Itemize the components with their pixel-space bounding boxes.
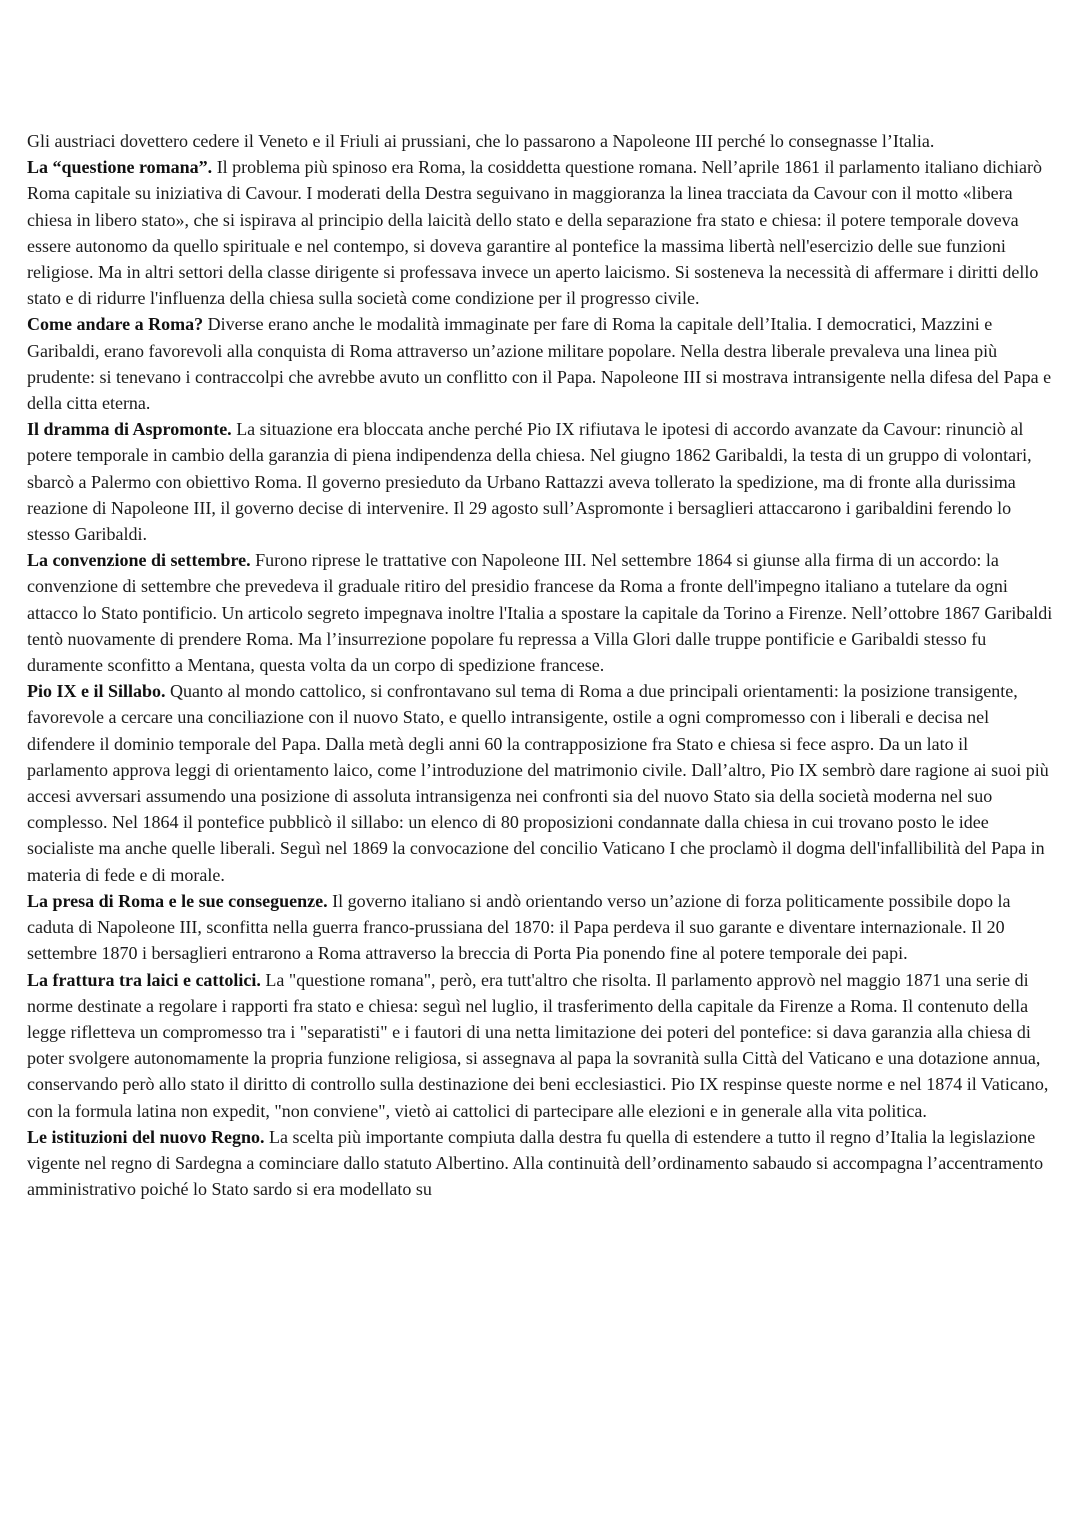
paragraph-come-andare-a-roma (27, 311, 1053, 416)
document-page (27, 128, 1053, 1202)
paragraph-intro (27, 128, 1053, 154)
section-heading: Le istituzioni del nuovo Regno. (27, 1126, 265, 1147)
paragraph-text: La "questione romana", però, era tutt'altro che risolta. Il parlamento approvò nel maggio 1871 una serie di norme destinate a regolare i rapporti fra stato e chiesa: seguì nel luglio, il trasferimento della capitale da Firenze a Roma. Il contenuto della legge rifletteva un compromesso tra i "separatisti" e i fautori di una netta limitazione dei poteri del pontefice: si dava garanzia alla chiesa di poter svolgere autonomamente la propria funzione religiosa, si assegnava al papa la sovranità sulla Città del Vaticano e una dotazione annua, conservando però allo stato il diritto di controllo sulla destinazione dei beni ecclesiastici. Pio IX respinse queste norme e nel 1874 il Vaticano, con la formula latina non expedit, "non conviene", vietò ai cattolici di partecipare alle elezioni e in generale alla vita politica. (27, 969, 1049, 1121)
paragraph-convenzione-settembre (27, 547, 1053, 678)
paragraph-text: Diverse erano anche le modalità immaginate per fare di Roma la capitale dell’Italia. I democratici, Mazzini e Garibaldi, erano favorevoli alla conquista di Roma attraverso un’azione militare popolare. Nella destra liberale prevaleva una linea più prudente: si tenevano i contraccolpi che avrebbe avuto un conflitto con il Papa. Napoleone III si mostrava intransigente nella difesa del Papa e della citta eterna. (27, 314, 1052, 414)
paragraph-text: Gli austriaci dovettero cedere il Veneto e il Friuli ai prussiani, che lo passarono a Napoleone III perché lo consegnasse l’Italia. (27, 131, 935, 151)
paragraph-istituzioni-nuovo-regno (27, 1124, 1053, 1203)
paragraph-text: Il problema più spinoso era Roma, la cosiddetta questione romana. Nell’aprile 1861 il parlamento italiano dichiarò Roma capitale su iniziativa di Cavour. I moderati della Destra seguivano in maggioranza la linea tracciata da Cavour con il motto «libera chiesa in libero stato», che si ispirava al principio della laicità dello stato e della separazione fra stato e chiesa: il potere temporale doveva essere autonomo da quello spirituale e nel contempo, si doveva garantire al pontefice la massima libertà nell'esercizio delle sue funzioni religiose. Ma in altri settori della classe dirigente si professava invece un aperto laicismo. Si sosteneva la necessità di affermare i diritti dello stato e di ridurre l'influenza della chiesa sulla società come condizione per il progresso civile. (27, 157, 1042, 309)
section-heading: La “questione romana”. (27, 157, 213, 178)
section-heading: La presa di Roma e le sue conseguenze. (27, 890, 328, 911)
paragraph-text: Il governo italiano si andò orientando verso un’azione di forza politicamente possibile dopo la caduta di Napoleone III, sconfitta nella guerra franco-prussiana del 1870: il Papa perdeva il suo garante e diventare internazionale. Il 20 settembre 1870 i bersaglieri entrarono a Roma attraverso la breccia di Porta Pia ponendo fine al potere temporale dei papi. (27, 890, 1011, 964)
section-heading: Pio IX e il Sillabo. (27, 681, 166, 702)
paragraph-frattura-laici-cattolici (27, 967, 1053, 1124)
paragraph-questione-romana (27, 154, 1053, 311)
section-heading: Il dramma di Aspromonte. (27, 419, 232, 440)
paragraph-text: La situazione era bloccata anche perché Pio IX rifiutava le ipotesi di accordo avanzate da Cavour: rinunciò al potere temporale in cambio della garanzia di piena indipendenza della chiesa. Nel giugno 1862 Garibaldi, la testa di un gruppo di volontari, sbarcò a Palermo con obiettivo Roma. Il governo presieduto da Urbano Rattazzi aveva tollerato la spedizione, ma di fronte alla durissima reazione di Napoleone III, il governo decise di intervenire. Il 29 agosto sull’Aspromonte i bersaglieri attaccarono i garibaldini ferendo lo stesso Garibaldi. (27, 419, 1032, 545)
section-heading: Come andare a Roma? (27, 314, 204, 335)
paragraph-text: La scelta più importante compiuta dalla destra fu quella di estendere a tutto il regno d’Italia la legislazione vigente nel regno di Sardegna a cominciare dallo statuto Albertino. Alla continuità dell’ordinamento sabaudo si accompagna l’accentramento amministrativo poiché lo Stato sardo si era modellato su (27, 1126, 1044, 1200)
paragraph-text: Quanto al mondo cattolico, si confrontavano sul tema di Roma a due principali orientamenti: la posizione transigente, favorevole a cercare una conciliazione con il nuovo Stato, e quello intransigente, ostile a ogni compromesso con i liberali e decisa nel difendere il dominio temporale del Papa. Dalla metà degli anni 60 la contrapposizione fra Stato e chiesa si fece aspro. Da un lato il parlamento approva leggi di orientamento laico, come l’introduzione del matrimonio civile. Dall’altro, Pio IX sembrò dare ragione ai suoi più accesi avversari assumendo una posizione di assoluta intransigenza nei confronti sia del nuovo Stato sia della società moderna nel suo complesso. Nel 1864 il pontefice pubblicò il sillabo: un elenco di 80 proposizioni condannate dalla chiesa in cui trovano posto le idee socialiste ma anche quelle liberali. Seguì nel 1869 la convocazione del concilio Vaticano I che proclamò il dogma dell'infallibilità del Papa in materia di fede e di morale. (27, 681, 1049, 885)
paragraph-aspromonte (27, 416, 1053, 547)
section-heading: La convenzione di settembre. (27, 550, 251, 571)
paragraph-text: Furono riprese le trattative con Napoleone III. Nel settembre 1864 si giunse alla firma di un accordo: la convenzione di settembre che prevedeva il graduale ritiro del presidio francese da Roma a fronte dell'impegno italiano a tutelare da ogni attacco lo Stato pontificio. Un articolo segreto impegnava inoltre l'Italia a spostare la capitale da Torino a Firenze. Nell’ottobre 1867 Garibaldi tentò nuovamente di prendere Roma. Ma l’insurrezione popolare fu repressa a Villa Glori dalle truppe pontificie e Garibaldi stesso fu duramente sconfitto a Mentana, questa volta da un corpo di spedizione francese. (27, 550, 1053, 676)
paragraph-presa-di-roma (27, 888, 1053, 967)
section-heading: La frattura tra laici e cattolici. (27, 969, 261, 990)
paragraph-pio-ix-sillabo (27, 678, 1053, 888)
